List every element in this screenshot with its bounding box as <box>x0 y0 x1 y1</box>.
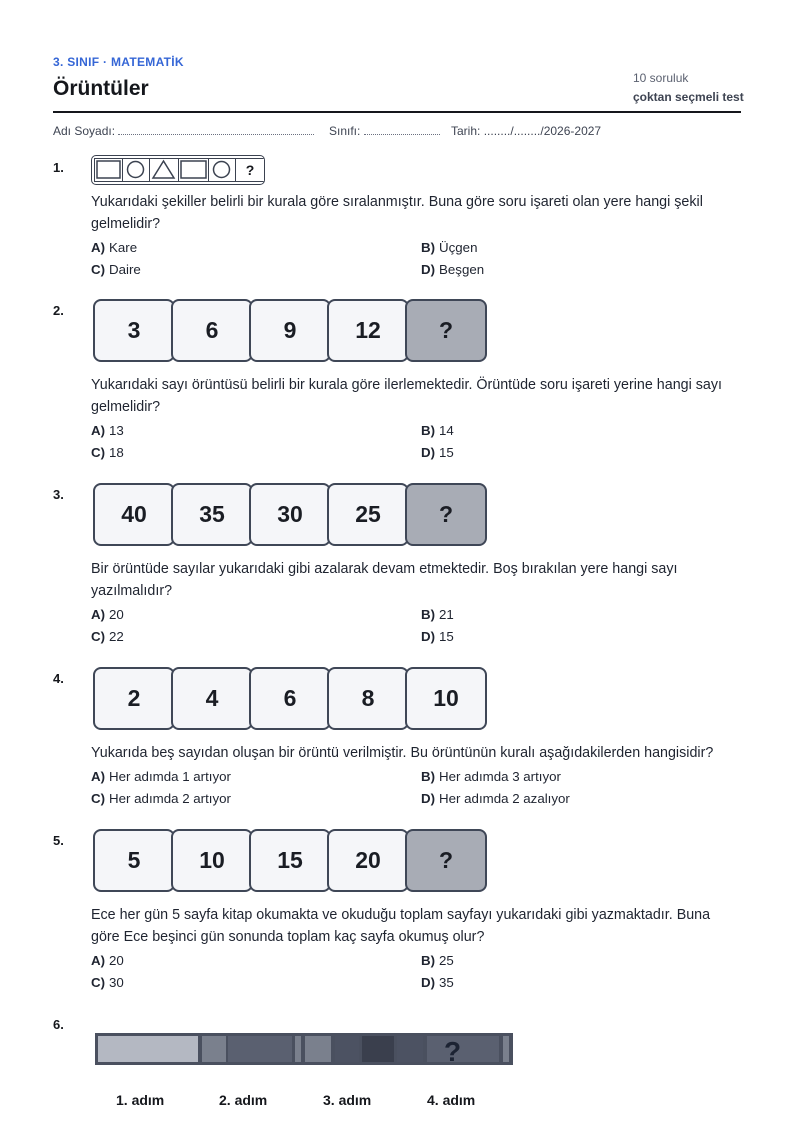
option-a[interactable]: A) Kare <box>91 240 138 255</box>
number-box: 25 <box>327 483 409 546</box>
number-box: 15 <box>249 829 331 892</box>
option-c[interactable]: C) 22 <box>91 629 124 644</box>
circle-icon <box>123 159 148 180</box>
option-c[interactable]: C) Her adımda 2 artıyor <box>91 791 231 806</box>
number-box: 4 <box>171 667 253 730</box>
date-value: ......../......../2026-2027 <box>483 124 602 138</box>
option-b[interactable]: B) Üçgen <box>421 240 478 255</box>
question-number: 3. <box>53 487 64 502</box>
shape-cell <box>208 158 236 182</box>
option-d[interactable]: D) Her adımda 2 azalıyor <box>421 791 570 806</box>
question-mark: ? <box>235 158 265 182</box>
option-a[interactable]: A) 13 <box>91 423 124 438</box>
date-label: Tarih: <box>451 124 481 138</box>
square-icon <box>95 159 122 180</box>
shape-cell <box>178 158 210 182</box>
option-b[interactable]: B) 14 <box>421 423 454 438</box>
class-blank[interactable] <box>364 124 440 135</box>
question-number: 5. <box>53 833 64 848</box>
number-box: 40 <box>93 483 175 546</box>
step-4-segment <box>503 1036 509 1062</box>
question-text: Yukarıdaki sayı örüntüsü belirli bir kurala göre ilerlemektedir. Örüntüde soru işareti yerine hangi sayı gelmelidir? <box>91 377 722 415</box>
shape-cell <box>149 158 179 182</box>
circle-icon <box>209 159 234 180</box>
number-box: 12 <box>327 299 409 362</box>
number-box: 3 <box>93 299 175 362</box>
question-number: 1. <box>53 160 64 175</box>
step-3-segment <box>335 1036 359 1062</box>
number-box: 35 <box>171 483 253 546</box>
square-icon <box>179 159 208 180</box>
step-3-segment <box>305 1036 331 1062</box>
triangle-icon <box>150 159 177 180</box>
shape-sequence <box>91 155 265 185</box>
step-2-segment <box>202 1036 226 1062</box>
number-box: 2 <box>93 667 175 730</box>
number-box: 10 <box>405 667 487 730</box>
name-label: Adı Soyadı: <box>53 124 116 138</box>
number-sequence <box>91 828 487 894</box>
step-4-segment <box>427 1036 499 1062</box>
step-label: 2. adım <box>219 1092 268 1108</box>
option-b[interactable]: B) 21 <box>421 607 454 622</box>
step-3-segment <box>397 1036 423 1062</box>
number-box: 30 <box>249 483 331 546</box>
number-box: 5 <box>93 829 175 892</box>
number-box: 9 <box>249 299 331 362</box>
shape-cell <box>94 158 124 182</box>
option-d[interactable]: D) 15 <box>421 629 454 644</box>
question-text: Yukarıda beş sayıdan oluşan bir örüntü verilmiştir. Bu örüntünün kuralı aşağıdakilerden hangisidir? <box>91 745 714 761</box>
number-box: 6 <box>249 667 331 730</box>
question-mark: ? <box>444 1036 462 1067</box>
number-sequence <box>91 666 487 732</box>
question-count: 10 soruluk <box>633 71 689 85</box>
step-2-segment <box>295 1036 301 1062</box>
question-number: 2. <box>53 303 64 318</box>
option-d[interactable]: D) 35 <box>421 975 454 990</box>
shape-cell <box>122 158 150 182</box>
step-3-segment <box>362 1036 394 1062</box>
option-b[interactable]: B) Her adımda 3 artıyor <box>421 769 561 784</box>
option-c[interactable]: C) Daire <box>91 262 141 277</box>
question-box: ? <box>405 299 487 362</box>
page-title: Örüntüler <box>53 77 149 100</box>
number-box: 10 <box>171 829 253 892</box>
class-label: Sınıfı: <box>329 124 361 138</box>
header-divider <box>53 111 741 113</box>
question-number: 6. <box>53 1017 64 1032</box>
step-label: 1. adım <box>116 1092 165 1108</box>
option-a[interactable]: A) 20 <box>91 953 124 968</box>
step-2-segment <box>228 1036 292 1062</box>
option-c[interactable]: C) 30 <box>91 975 124 990</box>
number-box: 6 <box>171 299 253 362</box>
class-field[interactable] <box>329 124 440 138</box>
number-sequence <box>91 482 487 548</box>
date-field[interactable] <box>451 124 601 138</box>
option-a[interactable]: A) Her adımda 1 artıyor <box>91 769 231 784</box>
option-d[interactable]: D) 15 <box>421 445 454 460</box>
question-box: ? <box>405 483 487 546</box>
name-field[interactable] <box>53 124 314 138</box>
question-number: 4. <box>53 671 64 686</box>
name-blank[interactable] <box>118 124 314 135</box>
step-1-segment <box>98 1036 198 1062</box>
option-d[interactable]: D) Beşgen <box>421 262 485 277</box>
number-box: 20 <box>327 829 409 892</box>
step-label: 3. adım <box>323 1092 372 1108</box>
option-b[interactable]: B) 25 <box>421 953 454 968</box>
test-type: çoktan seçmeli test <box>633 90 744 104</box>
option-c[interactable]: C) 18 <box>91 445 124 460</box>
number-box: 8 <box>327 667 409 730</box>
question-text: Yukarıdaki şekiller belirli bir kurala göre sıralanmıştır. Buna göre soru işareti olan yere hangi şekil gelmelidir? <box>91 194 703 232</box>
number-sequence <box>91 298 487 364</box>
question-text: Bir örüntüde sayılar yukarıdaki gibi azalarak devam etmektedir. Boş bırakılan yere hangi sayı yazılmalıdır? <box>91 561 678 599</box>
option-a[interactable]: A) 20 <box>91 607 124 622</box>
grade-label: 3. SINIF · MATEMATİK <box>53 55 184 69</box>
step-label: 4. adım <box>427 1092 476 1108</box>
question-text: Ece her gün 5 sayfa kitap okumakta ve okuduğu toplam sayfayı yukarıdaki gibi yazmaktadır. Buna göre Ece beşinci gün sonunda toplam kaç sayfa okumuş olur? <box>91 907 711 945</box>
question-box: ? <box>405 829 487 892</box>
